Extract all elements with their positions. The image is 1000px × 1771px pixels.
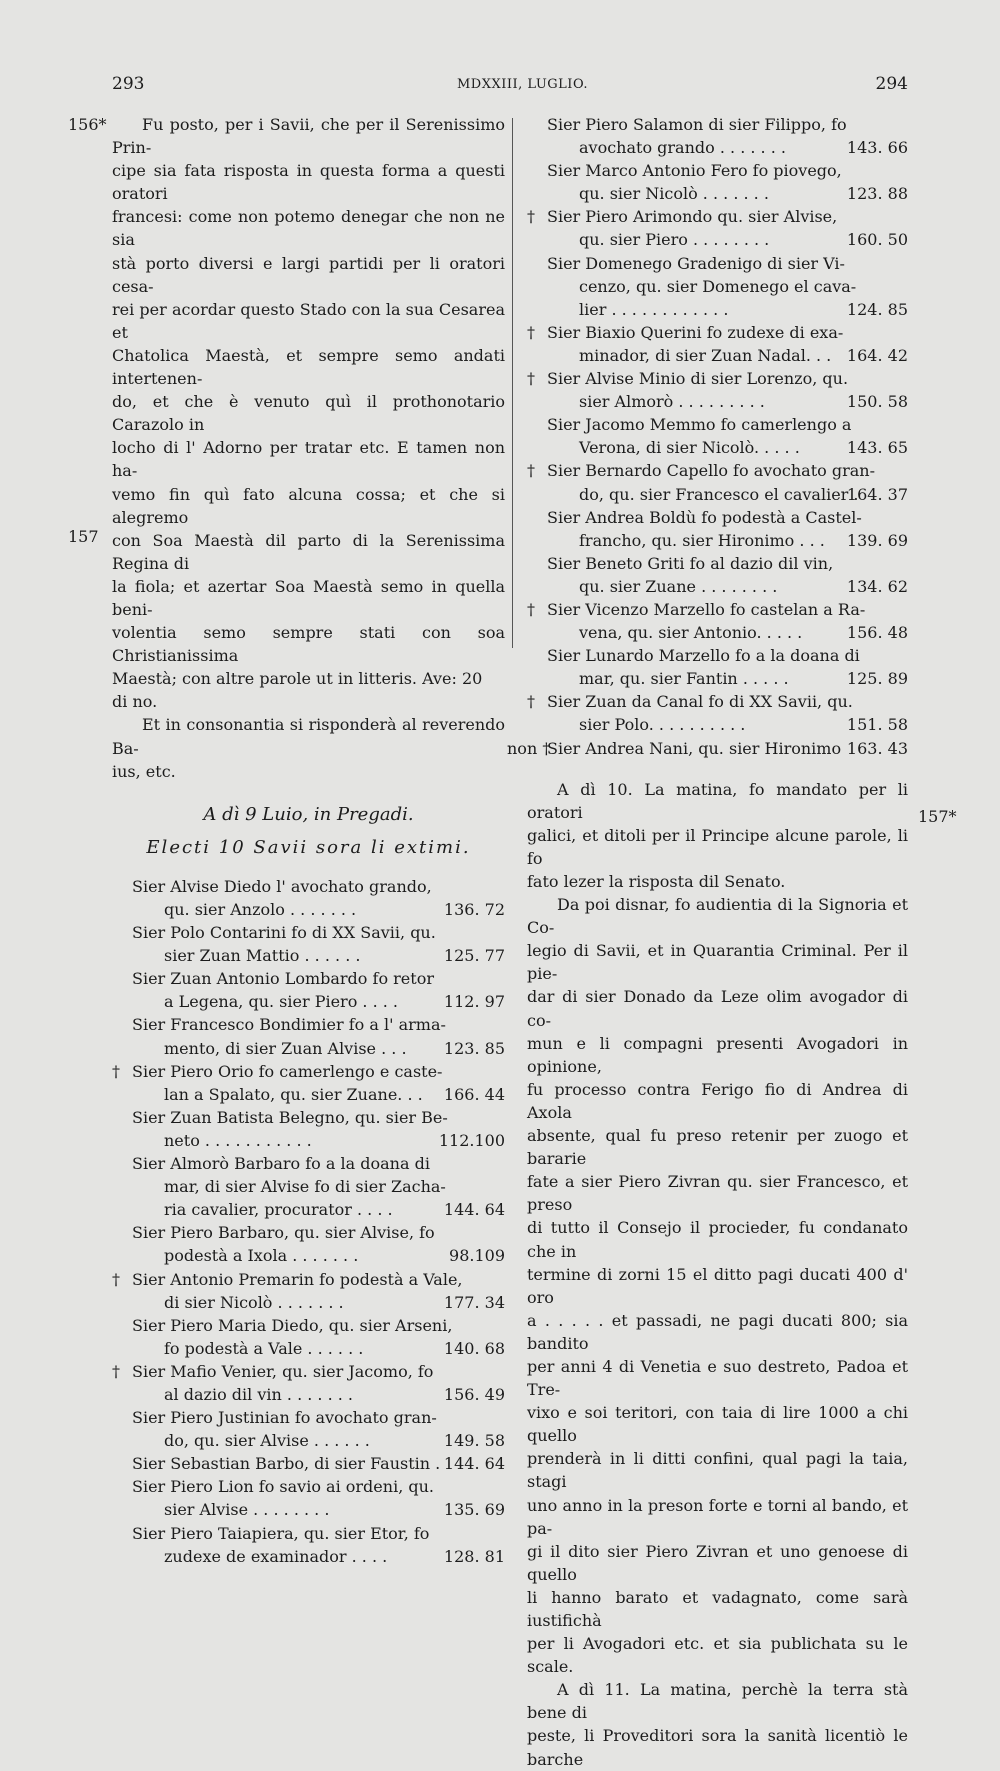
section-subheading: Electi 10 Savii sora li extimi. <box>146 836 471 858</box>
candidate-detail: Verona, di sier Nicolò. . . . . <box>579 438 800 458</box>
text-line: dar di sier Donado da Leze olim avogador di co- <box>527 987 908 1030</box>
election-entry <box>112 1152 505 1221</box>
vote-count: 177. 34 <box>443 1292 505 1312</box>
election-entry <box>112 1060 505 1106</box>
candidate-detail: mar, qu. sier Fantin . . . . . <box>579 669 789 689</box>
left-page-number: 293 <box>112 74 145 94</box>
elected-mark: † <box>112 1061 120 1081</box>
candidate-detail: al dazio dil vin . . . . . . . <box>164 1384 354 1404</box>
vote-count: 163. 43 <box>846 738 908 758</box>
candidate-detail: neto . . . . . . . . . . . <box>164 1130 312 1150</box>
text-line: rei per acordar questo Stado con la sua Cesarea et <box>112 299 505 342</box>
election-list <box>507 113 908 760</box>
vote-count: 123. 85 <box>443 1038 505 1058</box>
candidate-name: Sier Marco Antonio Fero fo piovego, <box>547 161 842 181</box>
candidate-detail: qu. sier Anzolo . . . . . . . <box>164 900 357 919</box>
candidate-name: Sier Beneto Griti fo al dazio dil vin, <box>547 553 834 573</box>
text-line: gi il dito sier Piero Zivran et uno genoese di quello <box>527 1541 908 1584</box>
text-line: li hanno barato et vadagnato, come sarà iustifichà <box>527 1587 908 1630</box>
election-entry <box>527 367 908 413</box>
candidate-detail: sier Polo. . . . . . . . . . <box>579 715 746 735</box>
vote-count: 125. 89 <box>846 669 908 689</box>
election-entry <box>527 113 908 159</box>
candidate-detail: vena, qu. sier Antonio. . . . . <box>579 623 803 643</box>
right-column <box>507 113 908 1771</box>
candidate-name: Sier Piero Taiapiera, qu. sier Etor, fo <box>132 1523 430 1543</box>
election-entry <box>527 644 908 690</box>
vote-count: 123. 88 <box>846 184 908 204</box>
elected-mark: † <box>527 599 535 619</box>
election-entry <box>112 1406 505 1452</box>
text-line: vemo fin quì fato alcuna cossa; et che si alegremo <box>112 484 505 527</box>
text-line: Da poi disnar, fo audientia di la Signoria et Co- <box>527 895 908 938</box>
candidate-name: Sier Lunardo Marzello fo a la doana di <box>547 646 860 666</box>
text-line: Fu posto, per i Savii, che per il Serenissimo Prin- <box>112 115 505 158</box>
vote-count: 125. 77 <box>443 946 505 966</box>
vote-count: 144. 64 <box>443 1454 505 1474</box>
candidate-name: Sier Zuan Antonio Lombardo fo retor <box>132 969 434 989</box>
candidate-detail: qu. sier Nicolò . . . . . . . <box>579 184 769 204</box>
text-line: do, et che è venuto quì il prothonotario Carazolo in <box>112 392 505 435</box>
paragraph <box>527 1678 908 1770</box>
candidate-name: Sier Piero Lion fo savio ai ordeni, qu. <box>132 1477 434 1497</box>
section-heading: A dì 9 Luio, in Pregadi. <box>203 803 414 825</box>
text-line: la fiola; et azertar Soa Maestà semo in quella beni- <box>112 576 505 619</box>
elected-mark: non † <box>507 738 551 758</box>
text-line: per li Avogadori etc. et sia publichata su le scale. <box>527 1634 908 1677</box>
text-line: A dì 10. La matina, fo mandato per li oratori <box>527 779 908 822</box>
running-header <box>112 74 908 98</box>
election-entry <box>507 737 908 760</box>
candidate-detail: a Legena, qu. sier Piero . . . . <box>164 992 399 1012</box>
election-entry <box>112 1268 505 1314</box>
candidate-name: Sier Sebastian Barbo, di sier Faustin . <box>132 1454 441 1474</box>
candidate-detail: fo podestà a Vale . . . . . . <box>164 1338 364 1358</box>
right-page-number: 294 <box>875 74 908 94</box>
vote-count: 144. 64 <box>443 1200 505 1220</box>
candidate-detail: mar, di sier Alvise fo di sier Zacha- <box>164 1177 446 1197</box>
election-entry <box>112 921 505 967</box>
vote-count: 136. 72 <box>443 900 505 919</box>
election-entry <box>112 1106 505 1152</box>
candidate-detail: do, qu. sier Alvise . . . . . . <box>164 1431 370 1451</box>
election-entry <box>527 552 908 598</box>
candidate-detail: mento, di sier Zuan Alvise . . . <box>164 1038 407 1058</box>
election-entry <box>112 1314 505 1360</box>
vote-count: 135. 69 <box>443 1500 505 1520</box>
candidate-detail: do, qu. sier Francesco el cavalier . <box>579 484 859 504</box>
vote-count: 124. 85 <box>846 299 908 319</box>
candidate-name: Sier Polo Contarini fo di XX Savii, qu. <box>132 923 436 943</box>
vote-count: 150. 58 <box>846 392 908 412</box>
elected-mark: † <box>527 207 535 227</box>
election-entry <box>112 1475 505 1521</box>
vote-count: 143. 65 <box>846 438 908 458</box>
vote-count: 160. 50 <box>846 230 908 250</box>
vote-count: 98.109 <box>449 1246 505 1266</box>
column-rule <box>512 118 513 648</box>
candidate-name: Sier Piero Salamon di sier Filippo, fo <box>547 115 847 134</box>
text-line: locho di l' Adorno per tratar etc. E tamen non ha- <box>112 438 505 481</box>
margin-number: 156* <box>68 115 107 134</box>
candidate-name: Sier Zuan Batista Belegno, qu. sier Be- <box>132 1107 448 1127</box>
election-entry <box>527 459 908 505</box>
text-line: prenderà in li ditti confini, qual pagi la taia, stagi <box>527 1449 908 1492</box>
text-line: termine di zorni 15 el ditto pagi ducati 400 d' oro <box>527 1264 908 1307</box>
text-line: absente, qual fu preso retenir per zuogo et bararie <box>527 1126 908 1169</box>
candidate-name: Sier Domenego Gradenigo di sier Vi- <box>547 253 845 273</box>
vote-count: 134. 62 <box>846 576 908 596</box>
elected-mark: † <box>527 461 535 481</box>
text-line: Maestà; con altre parole ut in litteris. Ave: 20 <box>112 669 483 689</box>
candidate-detail: minador, di sier Zuan Nadal. . . <box>579 345 832 365</box>
left-column <box>112 113 505 1568</box>
candidate-detail: lier . . . . . . . . . . . . <box>579 299 729 319</box>
election-entry <box>527 598 908 644</box>
candidate-detail: di sier Nicolò . . . . . . . <box>164 1292 344 1312</box>
candidate-detail: avochato grando . . . . . . . <box>579 138 786 158</box>
text-line: Et in consonantia si risponderà al reverendo Ba- <box>112 715 505 758</box>
margin-number: 157 <box>68 527 99 546</box>
elected-mark: † <box>527 369 535 389</box>
candidate-detail: qu. sier Zuane . . . . . . . . <box>579 576 778 596</box>
election-entry <box>527 321 908 367</box>
election-list <box>112 875 505 1568</box>
candidate-detail: cenzo, qu. sier Domenego el cava- <box>579 276 857 296</box>
election-entry <box>527 205 908 251</box>
candidate-detail: sier Almorò . . . . . . . . . <box>579 392 765 412</box>
candidate-name: Sier Almorò Barbaro fo a la doana di <box>132 1154 430 1174</box>
elected-mark: † <box>112 1361 120 1381</box>
text-line: cipe sia fata risposta in questa forma a questi oratori <box>112 161 505 204</box>
text-line: a . . . . . et passadi, ne pagi ducati 800; sia bandito <box>527 1310 908 1353</box>
election-entry <box>527 252 908 321</box>
paragraph <box>527 778 908 893</box>
vote-count: 164. 37 <box>846 484 908 504</box>
candidate-name: Sier Bernardo Capello fo avochato gran- <box>547 461 875 481</box>
paragraph <box>112 713 505 782</box>
election-entry <box>112 1522 505 1568</box>
text-line: fato lezer la risposta dil Senato. <box>527 872 786 891</box>
text-line: peste, li Proveditori sora la sanità licentiò le barche <box>527 1726 908 1769</box>
candidate-name: Sier Piero Maria Diedo, qu. sier Arseni, <box>132 1315 453 1335</box>
candidate-detail: qu. sier Piero . . . . . . . . <box>579 230 770 250</box>
candidate-name: Sier Biaxio Querini fo zudexe di exa- <box>547 322 844 342</box>
candidate-name: Sier Vicenzo Marzello fo castelan a Ra- <box>547 599 866 619</box>
vote-count: 149. 58 <box>443 1431 505 1451</box>
vote-count: 156. 49 <box>443 1384 505 1404</box>
election-entry <box>112 967 505 1013</box>
candidate-name: Sier Mafio Venier, qu. sier Jacomo, fo <box>132 1361 434 1381</box>
text-line: volentia semo sempre stati con soa Christianissima <box>112 623 505 666</box>
candidate-name: Sier Francesco Bondimier fo a l' arma- <box>132 1015 446 1035</box>
vote-count: 151. 58 <box>846 715 908 735</box>
election-entry <box>112 1221 505 1267</box>
election-entry <box>527 690 908 736</box>
candidate-name: Sier Jacomo Memmo fo camerlengo a <box>547 415 852 435</box>
election-entry <box>112 1452 505 1475</box>
text-line: stà porto diversi e largi partidi per li oratori cesa- <box>112 253 505 296</box>
candidate-name: Sier Piero Justinian fo avochato gran- <box>132 1408 437 1428</box>
candidate-name: Sier Antonio Premarin fo podestà a Vale, <box>132 1269 463 1289</box>
running-title: MDXXIII, LUGLIO. <box>457 77 588 92</box>
candidate-detail: zudexe de examinador . . . . <box>164 1546 388 1566</box>
paragraph <box>527 893 908 1678</box>
candidate-name: Sier Piero Orio fo camerlengo e caste- <box>132 1061 443 1081</box>
election-entry <box>112 1013 505 1059</box>
candidate-detail: sier Alvise . . . . . . . . <box>164 1500 330 1520</box>
vote-count: 143. 66 <box>846 138 908 158</box>
candidate-detail: ria cavalier, procurator . . . . <box>164 1200 393 1220</box>
election-entry <box>112 875 505 921</box>
text-line: di tutto il Consejo il procieder, fu condanato che in <box>527 1218 908 1261</box>
paragraph <box>112 113 505 713</box>
margin-number: 157* <box>918 807 957 826</box>
text-line: francesi: come non potemo denegar che non ne sia <box>112 207 505 250</box>
text-line: vixo e soi teritori, con taia di lire 1000 a chi quello <box>527 1403 908 1446</box>
candidate-name: Sier Andrea Boldù fo podestà a Castel- <box>547 507 862 527</box>
vote-count: 112.100 <box>438 1130 505 1150</box>
election-entry <box>112 1360 505 1406</box>
vote-count: 164. 42 <box>846 345 908 365</box>
text-line: fate a sier Piero Zivran qu. sier Francesco, et preso <box>527 1172 908 1215</box>
elected-mark: † <box>527 692 535 712</box>
vote-count: 128. 81 <box>443 1546 505 1566</box>
elected-mark: † <box>112 1269 120 1289</box>
candidate-name: Sier Andrea Nani, qu. sier Hironimo <box>547 738 842 758</box>
vote-count: 139. 69 <box>846 530 908 550</box>
candidate-detail: francho, qu. sier Hironimo . . . <box>579 530 825 550</box>
vote-count: 166. 44 <box>443 1084 505 1104</box>
text-line: con Soa Maestà dil parto di la Serenissima Regina di <box>112 530 505 573</box>
text-line: ius, etc. <box>112 761 176 781</box>
vote-count: 156. 48 <box>846 623 908 643</box>
vote-count: 140. 68 <box>443 1338 505 1358</box>
text-line: di no. <box>112 692 158 712</box>
text-line: Chatolica Maestà, et sempre semo andati intertenen- <box>112 345 505 389</box>
text-line: legio di Savii, et in Quarantia Criminal. Per il pie- <box>527 941 908 984</box>
candidate-detail: podestà a Ixola . . . . . . . <box>164 1246 359 1266</box>
text-line: A dì 11. La matina, perchè la terra stà bene di <box>527 1680 908 1723</box>
election-entry <box>527 413 908 459</box>
elected-mark: † <box>527 322 535 342</box>
candidate-detail: lan a Spalato, qu. sier Zuane. . . <box>164 1084 423 1104</box>
text-line: uno anno in la preson forte e torni al bando, et pa- <box>527 1495 908 1538</box>
election-entry <box>527 159 908 205</box>
candidate-detail: sier Zuan Mattio . . . . . . <box>164 946 361 966</box>
candidate-name: Sier Piero Barbaro, qu. sier Alvise, fo <box>132 1223 435 1243</box>
election-entry <box>527 506 908 552</box>
text-line: mun e li compagni presenti Avogadori in opinione, <box>527 1033 908 1076</box>
vote-count: 112. 97 <box>443 992 505 1012</box>
text-line: fu processo contra Ferigo fio di Andrea di Axola <box>527 1079 908 1122</box>
candidate-name: Sier Zuan da Canal fo di XX Savii, qu. <box>547 692 853 712</box>
candidate-name: Sier Piero Arimondo qu. sier Alvise, <box>547 207 838 227</box>
text-line: galici, et ditoli per il Principe alcune parole, li fo <box>527 825 908 868</box>
candidate-name: Sier Alvise Minio di sier Lorenzo, qu. <box>547 369 849 389</box>
candidate-name: Sier Alvise Diedo l' avochato grando, <box>132 876 432 896</box>
text-line: per anni 4 di Venetia e suo destreto, Padoa et Tre- <box>527 1356 908 1400</box>
